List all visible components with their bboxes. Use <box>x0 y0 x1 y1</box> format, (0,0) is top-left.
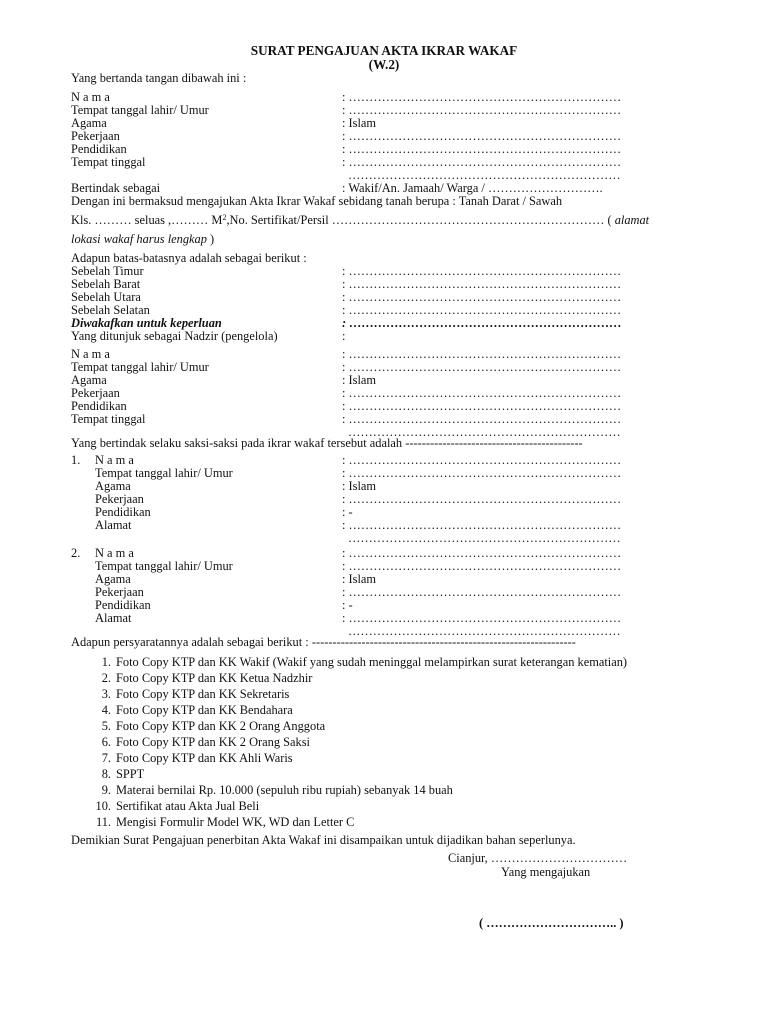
saksi-2-pekerjaan-label: Pekerjaan <box>95 585 144 599</box>
syarat-item-text: Foto Copy KTP dan KK Ketua Nadzhir <box>116 671 313 685</box>
batas-barat-label: Sebelah Barat <box>71 277 141 291</box>
saksi-1-alamat-value: : ………………………………………………………… <box>342 518 622 532</box>
kls-line2 <box>71 233 214 246</box>
saksi-2-ttl-value: : ………………………………………………………… <box>342 559 622 573</box>
syarat-item-number: 9. <box>101 783 111 797</box>
syarat-item-number: 8. <box>101 767 111 781</box>
batas-selatan-value: : ………………………………………………………… <box>342 303 622 317</box>
kls-sup: 2 <box>222 213 227 222</box>
syarat-item-text: Foto Copy KTP dan KK 2 Orang Anggota <box>116 719 326 733</box>
kls-italic: alamat <box>611 213 650 227</box>
nadzir-ttl-label: Tempat tanggal lahir/ Umur <box>71 360 209 374</box>
saksi-2-alamat-value-cont: ………………………………………………………… <box>348 624 621 638</box>
nadzir-pendidikan-label: Pendidikan <box>71 399 127 413</box>
batas-timur-label: Sebelah Timur <box>71 264 144 278</box>
nadzir-tempat-tinggal-value-cont: ………………………………………………………… <box>348 425 621 439</box>
saksi-1-pekerjaan-value: : ………………………………………………………… <box>342 492 622 506</box>
nadzir-tempat-tinggal-value: : ………………………………………………………… <box>342 412 622 426</box>
wakif-tempat-tinggal-value: : ………………………………………………………… <box>342 155 622 169</box>
intro-text: Yang bertanda tangan dibawah ini : <box>71 71 247 85</box>
saksi-intro: Yang bertindak selaku saksi-saksi pada ikrar wakaf tersebut adalah ------------------------------------------- <box>71 436 583 450</box>
nadzir-tempat-tinggal-label: Tempat tinggal <box>71 412 146 426</box>
syarat-item-number: 2. <box>101 671 111 685</box>
wakif-pendidikan-label: Pendidikan <box>71 142 127 156</box>
saksi-2-number: 2. <box>71 546 81 560</box>
syarat-item-number: 1. <box>101 655 111 669</box>
batas-timur-value: : ………………………………………………………… <box>342 264 622 278</box>
wakif-nama-value: : ………………………………………………………… <box>342 90 622 104</box>
saksi-1-agama-value: : Islam <box>342 479 377 493</box>
syarat-item-number: 3. <box>101 687 111 701</box>
syarat-item-text: Foto Copy KTP dan KK 2 Orang Saksi <box>116 735 311 749</box>
saksi-2-nama-value: : ………………………………………………………… <box>342 546 622 560</box>
saksi-2-alamat-value: : ………………………………………………………… <box>342 611 622 625</box>
nadzir-pekerjaan-label: Pekerjaan <box>71 386 120 400</box>
saksi-1-nama-value: : ………………………………………………………… <box>342 453 622 467</box>
maksud-text: Dengan ini bermaksud mengajukan Akta Ikrar Wakaf sebidang tanah berupa : Tanah Darat / Sawah <box>71 194 563 208</box>
saksi-1-pekerjaan-label: Pekerjaan <box>95 492 144 506</box>
saksi-1-ttl-label: Tempat tanggal lahir/ Umur <box>95 466 233 480</box>
signature-place-date: Cianjur, …………………………… <box>448 851 628 865</box>
syarat-item-text: Sertifikat atau Akta Jual Beli <box>116 799 260 813</box>
nadzir-nama-value: : ………………………………………………………… <box>342 347 622 361</box>
keperluan-label: Diwakafkan untuk keperluan <box>71 316 222 330</box>
syarat-item-number: 5. <box>101 719 111 733</box>
wakif-tempat-tinggal-value-cont: ………………………………………………………… <box>348 168 621 182</box>
nadzir-pekerjaan-value: : ………………………………………………………… <box>342 386 622 400</box>
kls-line2-text: lokasi wakaf harus lengkap <box>71 232 207 246</box>
saksi-2-pendidikan-label: Pendidikan <box>95 598 151 612</box>
batas-barat-value: : ………………………………………………………… <box>342 277 622 291</box>
nadzir-agama-label: Agama <box>71 373 107 387</box>
syarat-item-text: Foto Copy KTP dan KK Ahli Waris <box>116 751 293 765</box>
kls-part1: Kls. ……… seluas ,……… M <box>71 213 223 227</box>
saksi-2-ttl-label: Tempat tanggal lahir/ Umur <box>95 559 233 573</box>
batas-utara-value: : ………………………………………………………… <box>342 290 622 304</box>
saksi-1-ttl-value: : ………………………………………………………… <box>342 466 622 480</box>
syarat-item-text: Materai bernilai Rp. 10.000 (sepuluh ribu rupiah) sebanyak 14 buah <box>116 783 453 797</box>
signature-role: Yang mengajukan <box>501 865 591 879</box>
saksi-1-alamat-label: Alamat <box>95 518 132 532</box>
syarat-item-text: Foto Copy KTP dan KK Sekretaris <box>116 687 290 701</box>
batas-intro: Adapun batas-batasnya adalah sebagai berikut : <box>71 251 307 265</box>
batas-selatan-label: Sebelah Selatan <box>71 303 150 317</box>
kls-part2: ,No. Sertifikat/Persil ………………………………………………………… ( <box>226 213 612 227</box>
wakif-agama-label: Agama <box>71 116 107 130</box>
document-title: SURAT PENGAJUAN AKTA IKRAR WAKAF <box>250 43 518 58</box>
wakif-bertindak-label: Bertindak sebagai <box>71 181 161 195</box>
wakif-ttl-value: : ………………………………………………………… <box>342 103 622 117</box>
saksi-1-number: 1. <box>71 453 81 467</box>
syarat-item-number: 6. <box>101 735 111 749</box>
syarat-item-number: 11. <box>95 815 111 829</box>
wakif-ttl-label: Tempat tanggal lahir/ Umur <box>71 103 209 117</box>
wakif-agama-value: : Islam <box>342 116 377 130</box>
wakif-tempat-tinggal-label: Tempat tinggal <box>71 155 146 169</box>
nadzir-nama-label: N a m a <box>71 347 110 361</box>
document-code: (W.2) <box>368 57 400 72</box>
nadzir-intro-colon: : <box>342 329 346 343</box>
saksi-1-alamat-value-cont: ………………………………………………………… <box>348 531 621 545</box>
nadzir-ttl-value: : ………………………………………………………… <box>342 360 622 374</box>
batas-utara-label: Sebelah Utara <box>71 290 141 304</box>
syarat-item-number: 7. <box>101 751 111 765</box>
saksi-1-agama-label: Agama <box>95 479 131 493</box>
syarat-item-number: 4. <box>101 703 111 717</box>
syarat-intro: Adapun persyaratannya adalah sebagai berikut : ---------------------------------------------------------------- <box>71 635 576 649</box>
wakif-pendidikan-value: : ………………………………………………………… <box>342 142 622 156</box>
nadzir-intro-label: Yang ditunjuk sebagai Nadzir (pengelola) <box>71 329 278 343</box>
nadzir-agama-value: : Islam <box>342 373 377 387</box>
keperluan-value: : ………………………………………………………… <box>342 316 622 330</box>
wakif-pekerjaan-label: Pekerjaan <box>71 129 120 143</box>
wakif-nama-label: N a m a <box>71 90 110 104</box>
syarat-item-text: Foto Copy KTP dan KK Wakif (Wakif yang sudah meninggal melampirkan surat keterangan kematian) <box>116 655 628 669</box>
kls-line <box>71 214 649 227</box>
saksi-1-pendidikan-value: : - <box>342 505 353 519</box>
saksi-2-agama-label: Agama <box>95 572 131 586</box>
syarat-item-number: 10. <box>95 799 111 813</box>
signature-name: ( ………………………….. ) <box>479 916 624 930</box>
saksi-2-pekerjaan-value: : ………………………………………………………… <box>342 585 622 599</box>
syarat-item-text: Mengisi Formulir Model WK, WD dan Letter C <box>116 815 355 829</box>
wakif-pekerjaan-value: : ………………………………………………………… <box>342 129 622 143</box>
kls-line2-end: ) <box>206 232 215 246</box>
syarat-item-text: SPPT <box>116 767 145 781</box>
saksi-2-pendidikan-value: : - <box>342 598 353 612</box>
wakif-bertindak-value: : Wakif/An. Jamaah/ Warga / ………………………. <box>342 181 603 195</box>
saksi-1-pendidikan-label: Pendidikan <box>95 505 151 519</box>
nadzir-pendidikan-value: : ………………………………………………………… <box>342 399 622 413</box>
syarat-item-text: Foto Copy KTP dan KK Bendahara <box>116 703 293 717</box>
saksi-2-nama-label: N a m a <box>95 546 134 560</box>
saksi-2-agama-value: : Islam <box>342 572 377 586</box>
closing-text: Demikian Surat Pengajuan penerbitan Akta Wakaf ini disampaikan untuk dijadikan bahan seperlunya. <box>71 833 576 847</box>
saksi-2-alamat-label: Alamat <box>95 611 132 625</box>
saksi-1-nama-label: N a m a <box>95 453 134 467</box>
